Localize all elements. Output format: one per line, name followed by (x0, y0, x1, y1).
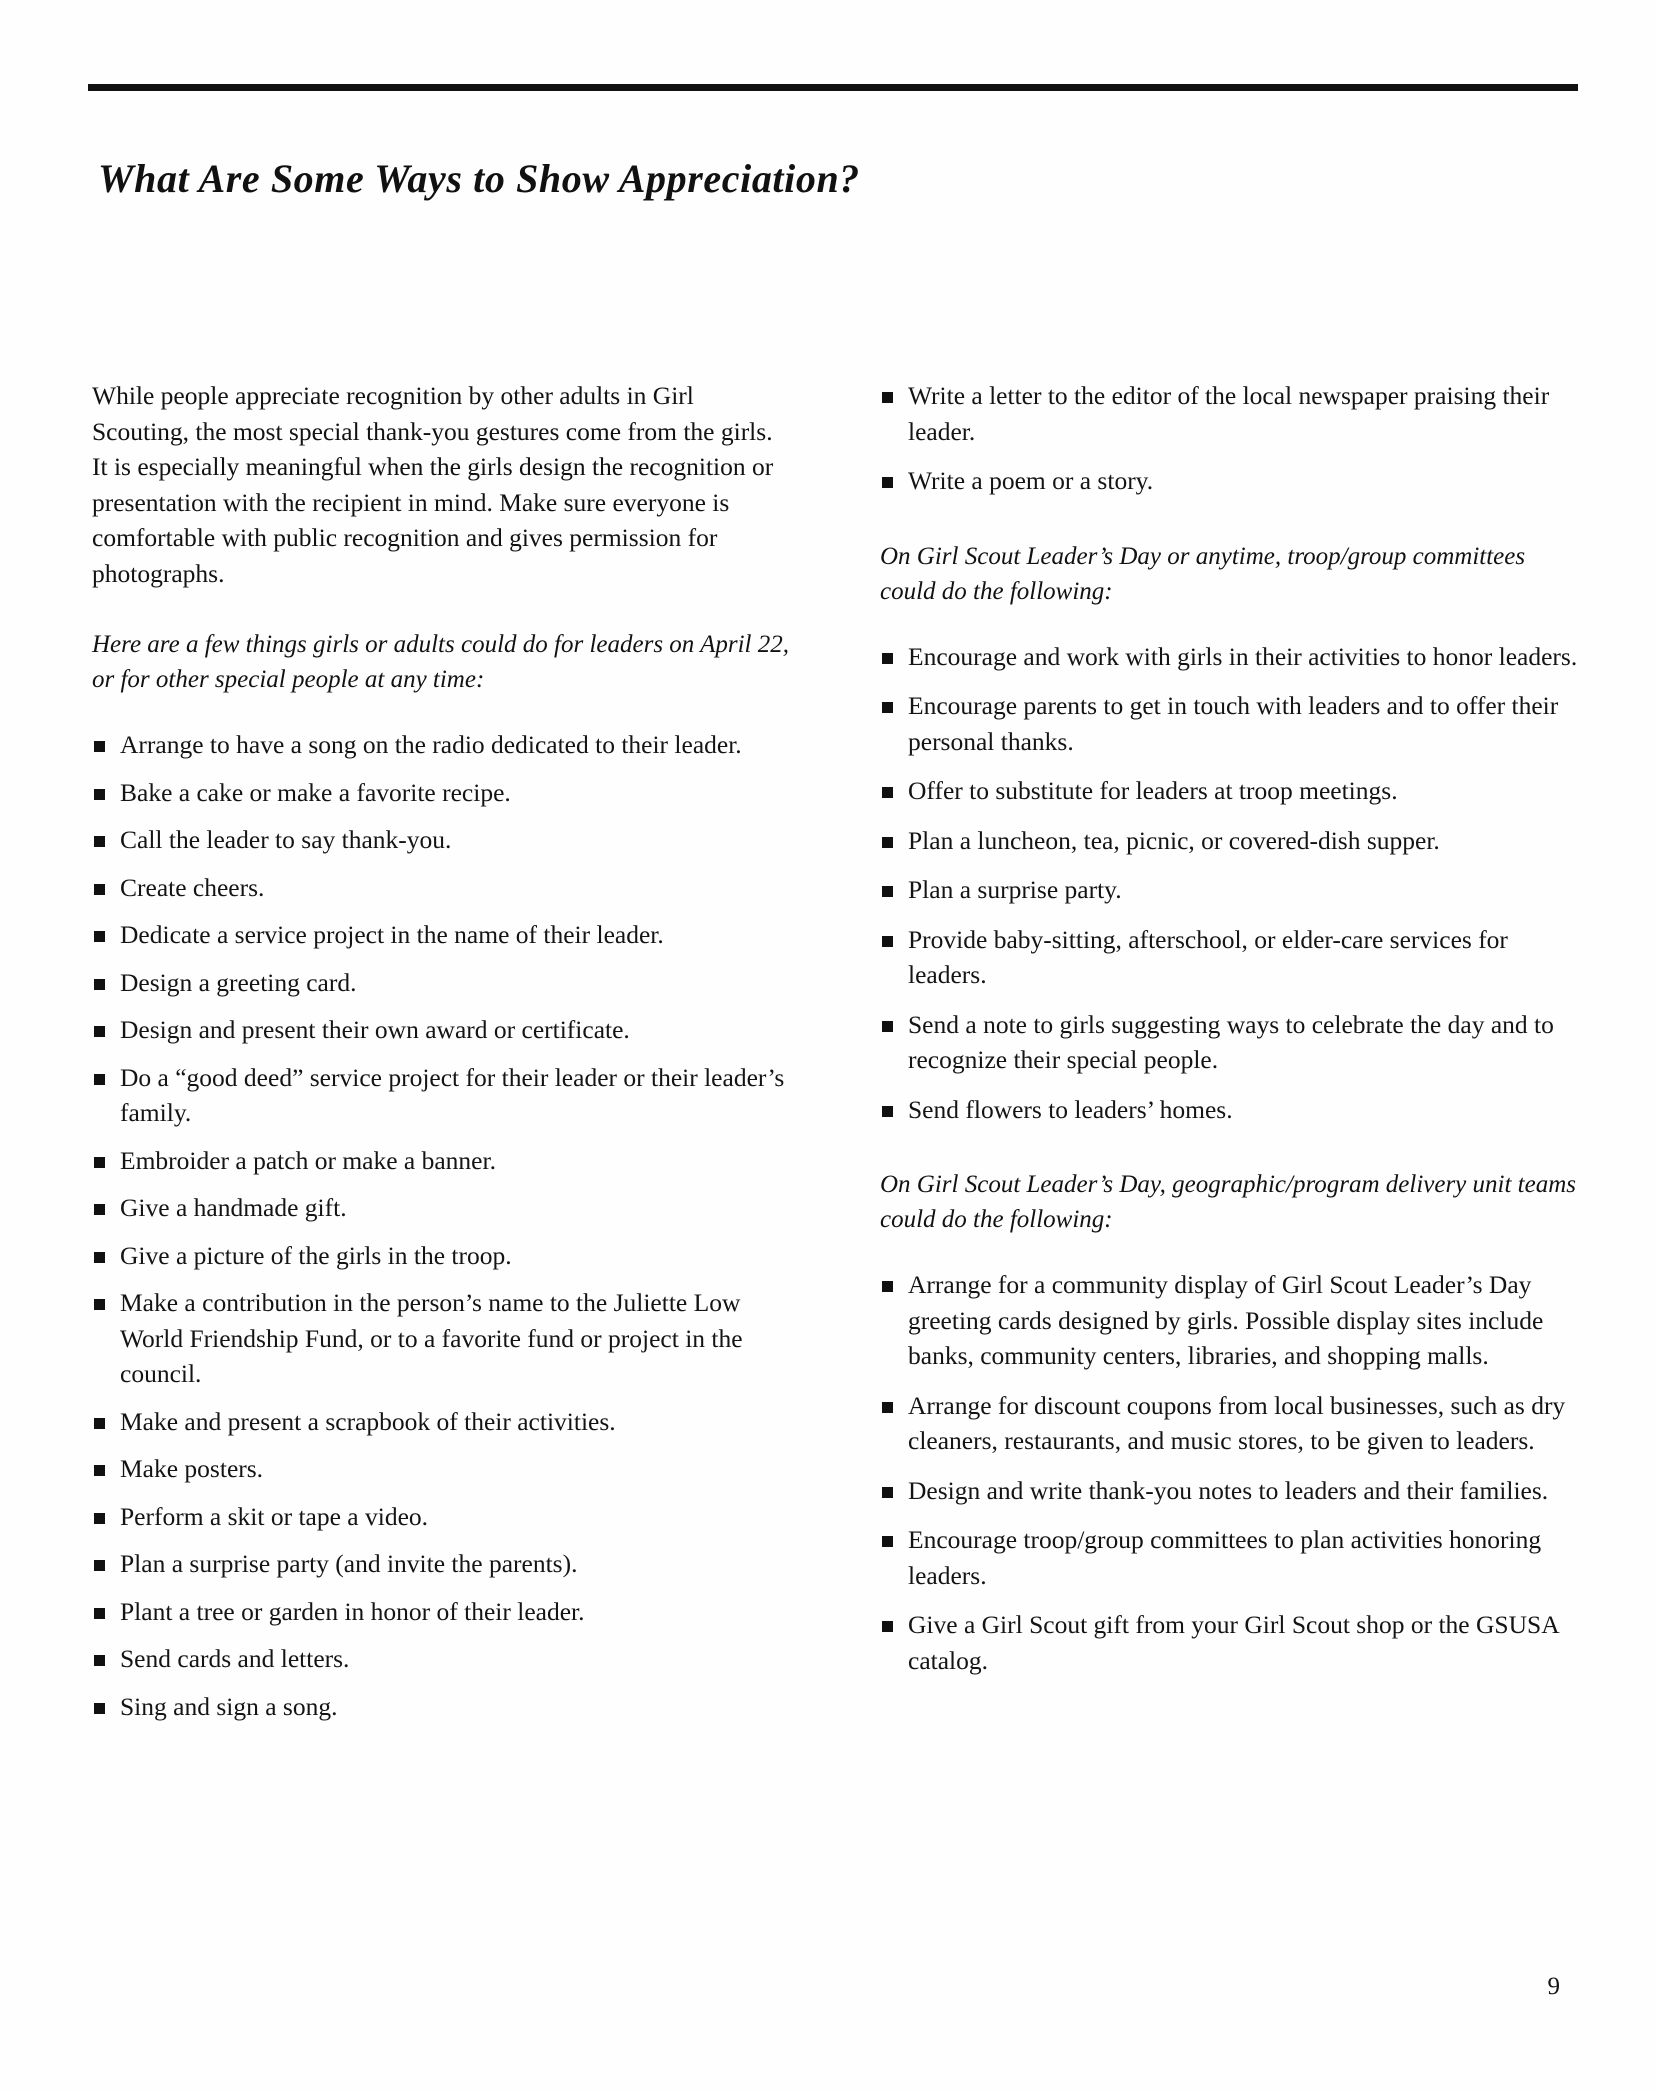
list-item (880, 463, 1580, 499)
list-item (880, 1473, 1580, 1509)
square-bullet-icon (882, 787, 893, 798)
list-item (880, 1388, 1580, 1459)
list-item (92, 1285, 792, 1392)
list-item (880, 872, 1580, 908)
list-item (92, 1012, 792, 1048)
list-item (92, 1451, 792, 1487)
list-item-text: Create cheers. (120, 872, 265, 902)
square-bullet-icon (882, 392, 893, 403)
list-item (92, 1641, 792, 1677)
square-bullet-icon (94, 1252, 105, 1263)
page-number: 9 (1547, 1973, 1560, 2000)
list-item (92, 1190, 792, 1226)
list-item-text: Give a Girl Scout gift from your Girl Scout shop or the GSUSA catalog. (908, 1610, 1559, 1675)
list-item (92, 727, 792, 763)
square-bullet-icon (882, 702, 893, 713)
square-bullet-icon (882, 886, 893, 897)
right-column (880, 378, 1580, 1736)
square-bullet-icon (94, 836, 105, 847)
list-item (880, 823, 1580, 859)
list-item (92, 775, 792, 811)
list-item-text: Arrange for a community display of Girl Scout Leader’s Day greeting cards designed by girls. Possible display sites include banks, community centers, libraries, and shopping malls. (908, 1270, 1544, 1370)
list-item-text: Provide baby-sitting, afterschool, or elder-care services for leaders. (908, 924, 1508, 989)
square-bullet-icon (882, 1106, 893, 1117)
square-bullet-icon (882, 936, 893, 947)
list-item-text: Give a handmade gift. (120, 1193, 347, 1222)
list-item-text: Plan a surprise party. (908, 875, 1122, 904)
section-three-list (880, 1267, 1580, 1678)
square-bullet-icon (882, 1402, 893, 1413)
list-item-text: Dedicate a service project in the name of their leader. (120, 920, 664, 949)
list-item-text: Plan a surprise party (and invite the parents). (120, 1549, 578, 1578)
list-item (880, 378, 1580, 449)
list-item (92, 1238, 792, 1274)
list-item (880, 922, 1580, 993)
list-item-text: Send a note to girls suggesting ways to celebrate the day and to recognize their special people. (908, 1009, 1554, 1074)
list-item (92, 917, 792, 953)
square-bullet-icon (882, 1281, 893, 1292)
square-bullet-icon (94, 1703, 105, 1714)
square-bullet-icon (94, 1560, 105, 1571)
section-two-list (880, 639, 1580, 1128)
square-bullet-icon (882, 653, 893, 664)
list-item (92, 822, 792, 858)
list-item (880, 639, 1580, 675)
square-bullet-icon (94, 789, 105, 800)
square-bullet-icon (94, 1074, 105, 1085)
list-item (92, 1404, 792, 1440)
list-item (880, 1007, 1580, 1078)
intro-paragraph: While people appreciate recognition by other adults in Girl Scouting, the most special thank-you gestures come from the girls. It is especially meaningful when the girls design the recognition or presentation with the recipient in mind. Make sure everyone is comfortable with public recognition and gives permission for photographs. (92, 381, 774, 588)
list-item-text: Give a picture of the girls in the troop. (120, 1240, 512, 1270)
list-item (92, 965, 792, 1001)
page-title: What Are Some Ways to Show Appreciation? (98, 155, 860, 201)
list-item (880, 1522, 1580, 1593)
list-item-text: Arrange to have a song on the radio dedicated to their leader. (120, 730, 742, 759)
list-item (880, 1092, 1580, 1128)
square-bullet-icon (94, 931, 105, 942)
square-bullet-icon (882, 1621, 893, 1632)
list-item-text: Bake a cake or make a favorite recipe. (120, 777, 511, 807)
square-bullet-icon (882, 1021, 893, 1032)
square-bullet-icon (94, 1418, 105, 1429)
list-item-text: Call the leader to say thank-you. (120, 825, 452, 854)
list-item-text: Design a greeting card. (120, 967, 357, 997)
square-bullet-icon (94, 1608, 105, 1619)
list-item-text: Make posters. (120, 1454, 264, 1483)
list-item (880, 1267, 1580, 1374)
list-item-text: Send cards and letters. (120, 1644, 350, 1673)
list-item-text: Perform a skit or tape a video. (120, 1501, 429, 1531)
square-bullet-icon (94, 1299, 105, 1310)
square-bullet-icon (94, 979, 105, 990)
list-item-text: Offer to substitute for leaders at troop meetings. (908, 776, 1398, 805)
left-bullet-list (92, 727, 792, 1724)
list-item (880, 773, 1580, 809)
square-bullet-icon (94, 1157, 105, 1168)
list-item-text: Encourage troop/group committees to plan activities honoring leaders. (908, 1525, 1542, 1590)
list-item (92, 1689, 792, 1725)
list-item (92, 870, 792, 906)
list-item (880, 688, 1580, 759)
list-item-text: Make and present a scrapbook of their activities. (120, 1406, 616, 1436)
square-bullet-icon (94, 1465, 105, 1476)
list-item (92, 1499, 792, 1535)
right-continued-list (880, 378, 1580, 499)
list-item (92, 1143, 792, 1179)
list-item-text: Sing and sign a song. (120, 1691, 338, 1721)
list-item (92, 1546, 792, 1582)
square-bullet-icon (94, 884, 105, 895)
list-item-text: Write a letter to the editor of the local newspaper praising their leader. (908, 381, 1550, 446)
list-item-text: Encourage and work with girls in their activities to honor leaders. (908, 641, 1578, 671)
header-rule (88, 84, 1578, 91)
section-two-lead-in: On Girl Scout Leader’s Day or anytime, troop/group committees could do the following: (880, 542, 1526, 605)
left-column (92, 378, 792, 1736)
square-bullet-icon (94, 1513, 105, 1524)
square-bullet-icon (94, 1204, 105, 1215)
list-item-text: Send flowers to leaders’ homes. (908, 1094, 1233, 1124)
square-bullet-icon (882, 1487, 893, 1498)
section-three-lead-in: On Girl Scout Leader’s Day, geographic/program delivery unit teams could do the following: (880, 1171, 1576, 1233)
list-item-text: Do a “good deed” service project for their leader or their leader’s family. (120, 1062, 785, 1127)
square-bullet-icon (882, 477, 893, 488)
list-item-text: Arrange for discount coupons from local businesses, such as dry cleaners, restaurants, and music stores, to be given to leaders. (908, 1390, 1566, 1455)
list-item-text: Encourage parents to get in touch with leaders and to offer their personal thanks. (908, 691, 1559, 756)
left-lead-in: Here are a few things girls or adults could do for leaders on April 22, or for other special people at any time: (92, 631, 789, 693)
list-item-text: Plan a luncheon, tea, picnic, or covered-dish supper. (908, 825, 1440, 855)
list-item-text: Plant a tree or garden in honor of their leader. (120, 1596, 585, 1626)
list-item (92, 1594, 792, 1630)
list-item-text: Design and write thank-you notes to leaders and their families. (908, 1475, 1549, 1505)
list-item-text: Write a poem or a story. (908, 466, 1154, 495)
list-item-text: Make a contribution in the person’s name to the Juliette Low World Friendship Fund, or to a favorite fund or project in the council. (120, 1288, 743, 1388)
list-item (92, 1060, 792, 1131)
list-item-text: Embroider a patch or make a banner. (120, 1145, 496, 1175)
list-item-text: Design and present their own award or certificate. (120, 1015, 630, 1044)
square-bullet-icon (94, 741, 105, 752)
list-item (880, 1607, 1580, 1678)
two-column-body (92, 378, 1582, 1736)
square-bullet-icon (94, 1026, 105, 1037)
square-bullet-icon (94, 1655, 105, 1666)
square-bullet-icon (882, 837, 893, 848)
square-bullet-icon (882, 1536, 893, 1547)
